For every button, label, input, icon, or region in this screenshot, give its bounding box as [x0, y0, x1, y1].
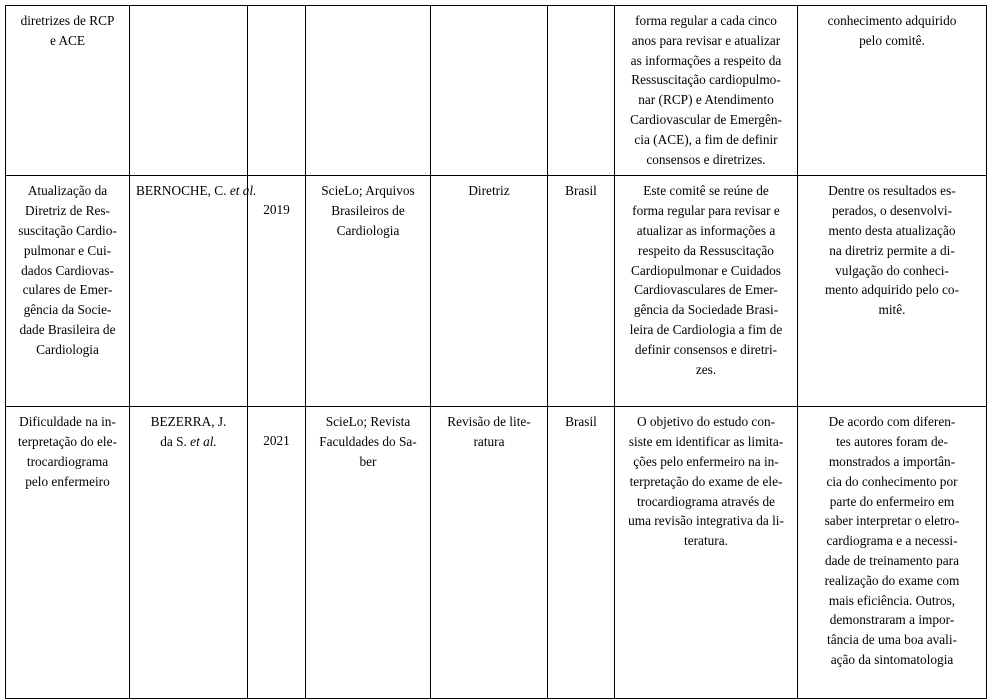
cell-text-line: na diretriz permite a di- [829, 242, 955, 258]
year-cell [248, 6, 306, 176]
cell-text-line: tes autores foram de- [836, 434, 948, 450]
table-row [6, 407, 987, 699]
cell-text-line: leira de Cardiologia a fim de [629, 321, 783, 337]
year-cell: 2021 [248, 407, 306, 699]
cell-text-line: De acordo com diferen- [828, 414, 956, 430]
cell-text-line: pelo comitê. [859, 32, 925, 48]
cell-text-line: definir consensos e diretri- [634, 341, 778, 357]
cell-text-line: Cardiovasculares de Emer- [634, 282, 778, 298]
cell-text-line: parte do enfermeiro em [829, 493, 955, 509]
database-cell [306, 6, 431, 176]
cell-text-line: Cardiologia [36, 341, 99, 357]
cell-text-line: consensos e diretrizes. [646, 151, 766, 167]
study-type-cell [431, 407, 548, 699]
cell-text-line: cia (ACE), a fim de definir [634, 131, 778, 147]
authors-cell [130, 176, 257, 407]
et-al-italic: et al. [190, 434, 217, 450]
authors-cell [130, 6, 248, 176]
cell-text-line: culares de Emer- [22, 282, 113, 298]
cell-text-line: monstrados a importân- [828, 453, 956, 469]
cell-text-line: Faculdades do Sa- [319, 434, 417, 450]
objective-cell [615, 6, 798, 176]
cell-text-line: Revisão de lite- [447, 414, 531, 430]
cell-text-line: uma revisão integrativa da li- [628, 513, 784, 529]
et-al-italic: et al. [229, 183, 257, 199]
cell-text-line: O objetivo do estudo con- [636, 414, 776, 430]
cell-text-line: Cardiovascular de Emergên- [630, 111, 782, 127]
objective-cell [615, 176, 798, 407]
results-cell [798, 6, 987, 176]
cell-text-line: dados Cardiovas- [21, 262, 114, 278]
country-cell [548, 6, 615, 176]
results-cell [798, 176, 987, 407]
cell-text-line: ções pelo enfermeiro na in- [633, 453, 779, 469]
cell-text-line: saber interpretar o eletro- [824, 513, 960, 529]
cell-text-line: dade de treinamento para [824, 552, 959, 568]
cell-text-line: BERNOCHE, C. et al. [136, 183, 257, 199]
cell-text-line: siste em identificar as limita- [628, 434, 784, 450]
cell-text-line: atualizar as informações a [636, 222, 776, 238]
cell-text-line: Brasileiros de [331, 203, 405, 219]
cell-text-line: ação da sintomatologia [830, 651, 954, 667]
cell-text-line: Atualização da [27, 183, 108, 199]
cell-text-line: Dificuldade na in- [19, 414, 116, 430]
country-cell: Brasil [548, 176, 615, 407]
country-cell: Brasil [548, 407, 615, 699]
cell-text-line: BEZERRA, J. [150, 414, 227, 430]
cell-text-line: ScieLo; Arquivos [321, 183, 415, 199]
authors-cell [130, 407, 248, 699]
table-row [6, 6, 987, 176]
cell-text-line: trocardiograma [26, 453, 109, 469]
cell-text-line: terpretação do exame de ele- [629, 473, 783, 489]
cell-text-line: nar (RCP) e Atendimento [638, 92, 774, 108]
cell-text-line: vulgação do conheci- [835, 262, 949, 278]
cell-text-line: perados, o desenvolvi- [831, 203, 952, 219]
cell-text-line: teratura. [684, 533, 728, 549]
cell-text-line: realização do exame com [824, 572, 960, 588]
title-cell [6, 407, 130, 699]
cell-text-line: respeito da Ressuscitação [638, 242, 774, 258]
cell-text-line: ScieLo; Revista [325, 414, 411, 430]
cell-text-line: forma regular para revisar e [632, 203, 780, 219]
cell-text-line: mento desta atualização [828, 222, 956, 238]
cell-text-line: cardiograma e a necessi- [826, 533, 958, 549]
cell-text-line: trocardiograma através de [636, 493, 776, 509]
literature-review-table [5, 5, 987, 699]
cell-text-line: mento adquirido pelo co- [824, 282, 960, 298]
cell-text-line: tância de uma boa avali- [827, 632, 957, 648]
cell-text-line: suscitação Cardio- [18, 222, 117, 238]
cell-text-line: mitê. [878, 302, 906, 318]
title-cell [6, 176, 130, 407]
cell-text-line: gência da Socie- [23, 302, 112, 318]
cell-text-line: as informações a respeito da [630, 52, 782, 68]
cell-text-line: Cardiologia [336, 222, 400, 238]
cell-text-line: cia do conhecimento por [826, 473, 958, 489]
cell-text-line: Este comitê se reúne de [643, 183, 769, 199]
cell-text-line: Ressuscitação cardiopulmo- [631, 72, 781, 88]
study-type-cell [431, 6, 548, 176]
cell-text-line: pelo enfermeiro [25, 473, 110, 489]
database-cell [306, 176, 431, 407]
cell-text-line: demonstraram a impor- [829, 612, 955, 628]
objective-cell [615, 407, 798, 699]
database-cell [306, 407, 431, 699]
table-row [6, 176, 987, 407]
cell-text-line: ber [359, 453, 377, 469]
cell-text-line: forma regular a cada cinco [635, 13, 777, 28]
cell-text-line: Diretriz de Res- [25, 203, 110, 219]
cell-text-line: mais eficiência. Outros, [828, 592, 956, 608]
cell-text-line: dade Brasileira de [19, 321, 116, 337]
cell-text-line: Dentre os resultados es- [828, 183, 956, 199]
cell-text-line: ratura [473, 434, 505, 450]
cell-text-line: pulmonar e Cui- [23, 242, 112, 258]
cell-text-line: gência da Sociedade Brasi- [633, 302, 779, 318]
year-cell: 2019 [248, 176, 306, 407]
cell-text-line: e ACE [49, 32, 86, 48]
cell-text-line: Diretriz [468, 183, 510, 199]
study-type-cell [431, 176, 548, 407]
cell-text-line: zes. [695, 361, 717, 377]
cell-text-line: anos para revisar e atualizar [631, 32, 781, 48]
cell-text-line: Cardiopulmonar e Cuidados [631, 262, 781, 278]
cell-text-line: diretrizes de RCP [20, 13, 115, 28]
cell-text-line: da S. et al. [160, 434, 217, 450]
title-cell [6, 6, 130, 176]
results-cell [798, 407, 987, 699]
cell-text-line: conhecimento adquirido [827, 13, 957, 28]
cell-text-line: terpretação do ele- [18, 434, 117, 450]
